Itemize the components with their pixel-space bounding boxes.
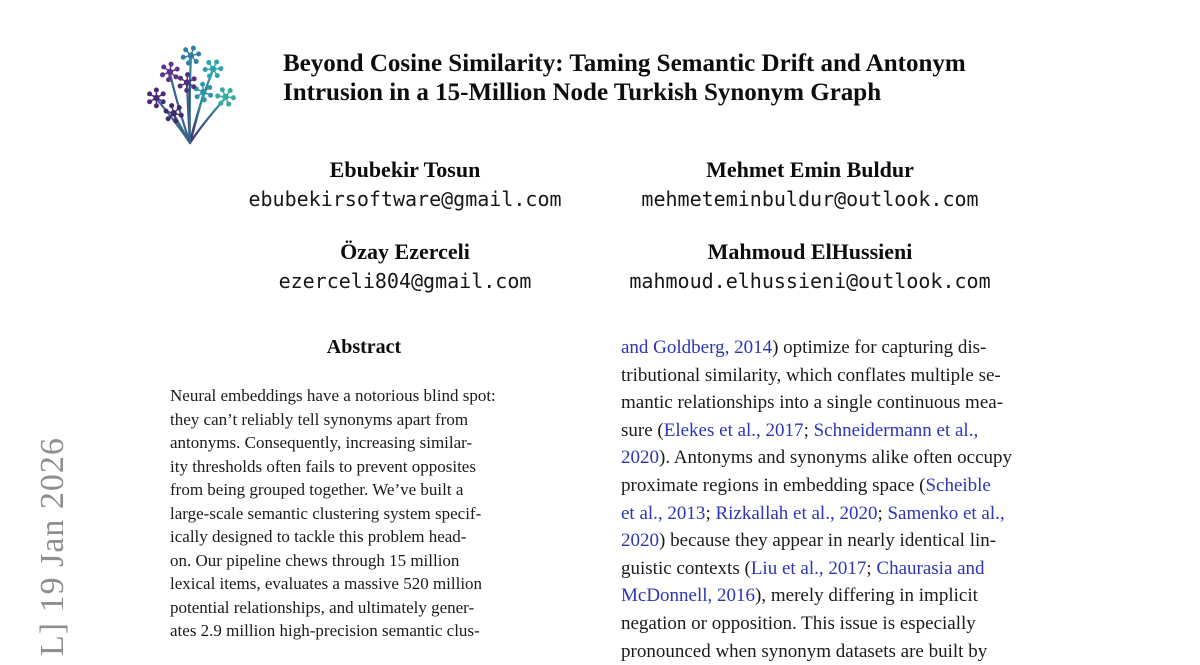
- body-text-line: [621, 555, 1087, 583]
- author-block-1: [180, 157, 630, 211]
- citation-link[interactable]: McDonnell, 2016: [621, 585, 755, 606]
- author-email: ebubekirsoftware@gmail.com: [180, 187, 630, 211]
- abstract-text-line: antonyms. Consequently, increasing similar-: [170, 431, 558, 455]
- abstract-text-line: potential relationships, and ultimately gener-: [170, 596, 558, 620]
- body-text-line: [621, 610, 1087, 638]
- text-segment: ;: [705, 503, 715, 524]
- paper-title-line2: Intrusion in a 15-Million Node Turkish Synonym Graph: [283, 79, 966, 108]
- text-segment: ), merely differing in implicit: [755, 585, 978, 606]
- abstract-body: [170, 384, 558, 643]
- author-block-2: [585, 157, 1035, 211]
- citation-link[interactable]: et al., 2013: [621, 503, 705, 524]
- author-name: Özay Ezerceli: [180, 239, 630, 265]
- citation-link[interactable]: Liu et al., 2017: [751, 558, 867, 579]
- text-segment: sure (: [621, 420, 664, 441]
- abstract-text-line: lexical items, evaluates a massive 520 million: [170, 572, 558, 596]
- author-email: mehmeteminbuldur@outlook.com: [585, 187, 1035, 211]
- text-segment: ). Antonyms and synonyms alike often occupy: [659, 447, 1012, 468]
- body-text-line: [621, 362, 1087, 390]
- author-name: Mahmoud ElHussieni: [585, 239, 1035, 265]
- arxiv-watermark: L] 19 Jan 2026: [34, 437, 72, 656]
- text-segment: ;: [877, 503, 887, 524]
- text-segment: pronounced when synonym datasets are built by: [621, 641, 987, 662]
- introduction-body-column: [621, 334, 1087, 665]
- body-text-line: [621, 334, 1087, 362]
- body-text-line: [621, 582, 1087, 610]
- text-segment: proximate regions in embedding space (: [621, 475, 925, 496]
- paper-title: [283, 50, 966, 107]
- body-text-line: [621, 638, 1087, 665]
- body-text-line: [621, 472, 1087, 500]
- body-text-line: [621, 527, 1087, 555]
- text-segment: ) optimize for capturing dis-: [772, 337, 986, 358]
- author-block-3: [180, 239, 630, 293]
- text-segment: guistic contexts (: [621, 558, 751, 579]
- citation-link[interactable]: 2020: [621, 447, 659, 468]
- abstract-text-line: ates 2.9 million high-precision semantic clus-: [170, 619, 558, 643]
- author-name: Ebubekir Tosun: [180, 157, 630, 183]
- body-text-line: [621, 389, 1087, 417]
- text-segment: ) because they appear in nearly identical lin-: [659, 530, 996, 551]
- synonym-graph-tree-logo-icon: [142, 40, 238, 148]
- paper-title-line1: Beyond Cosine Similarity: Taming Semantic Drift and Antonym: [283, 50, 966, 79]
- text-segment: mantic relationships into a single continuous mea-: [621, 392, 1003, 413]
- abstract-heading: Abstract: [170, 336, 558, 359]
- citation-link[interactable]: and Goldberg, 2014: [621, 337, 772, 358]
- abstract-text-line: ically designed to tackle this problem head-: [170, 525, 558, 549]
- citation-link[interactable]: 2020: [621, 530, 659, 551]
- abstract-text-line: large-scale semantic clustering system specif-: [170, 502, 558, 526]
- citation-link[interactable]: Samenko et al.,: [887, 503, 1004, 524]
- author-email: mahmoud.elhussieni@outlook.com: [585, 269, 1035, 293]
- citation-link[interactable]: Elekes et al., 2017: [664, 420, 804, 441]
- text-segment: ;: [866, 558, 876, 579]
- text-segment: negation or opposition. This issue is especially: [621, 613, 976, 634]
- abstract-text-line: Neural embeddings have a notorious blind spot:: [170, 384, 558, 408]
- abstract-text-line: on. Our pipeline chews through 15 million: [170, 549, 558, 573]
- text-segment: tributional similarity, which conflates multiple se-: [621, 365, 1001, 386]
- author-name: Mehmet Emin Buldur: [585, 157, 1035, 183]
- citation-link[interactable]: Chaurasia and: [876, 558, 984, 579]
- body-text-line: [621, 500, 1087, 528]
- citation-link[interactable]: Schneidermann et al.,: [814, 420, 979, 441]
- abstract-text-line: they can’t reliably tell synonyms apart from: [170, 408, 558, 432]
- abstract-text-line: ity thresholds often fails to prevent opposites: [170, 455, 558, 479]
- body-text-line: [621, 417, 1087, 445]
- text-segment: ;: [804, 420, 814, 441]
- citation-link[interactable]: Rizkallah et al., 2020: [715, 503, 877, 524]
- citation-link[interactable]: Scheible: [925, 475, 990, 496]
- body-text-line: [621, 444, 1087, 472]
- author-email: ezerceli804@gmail.com: [180, 269, 630, 293]
- author-block-4: [585, 239, 1035, 293]
- abstract-text-line: from being grouped together. We’ve built a: [170, 478, 558, 502]
